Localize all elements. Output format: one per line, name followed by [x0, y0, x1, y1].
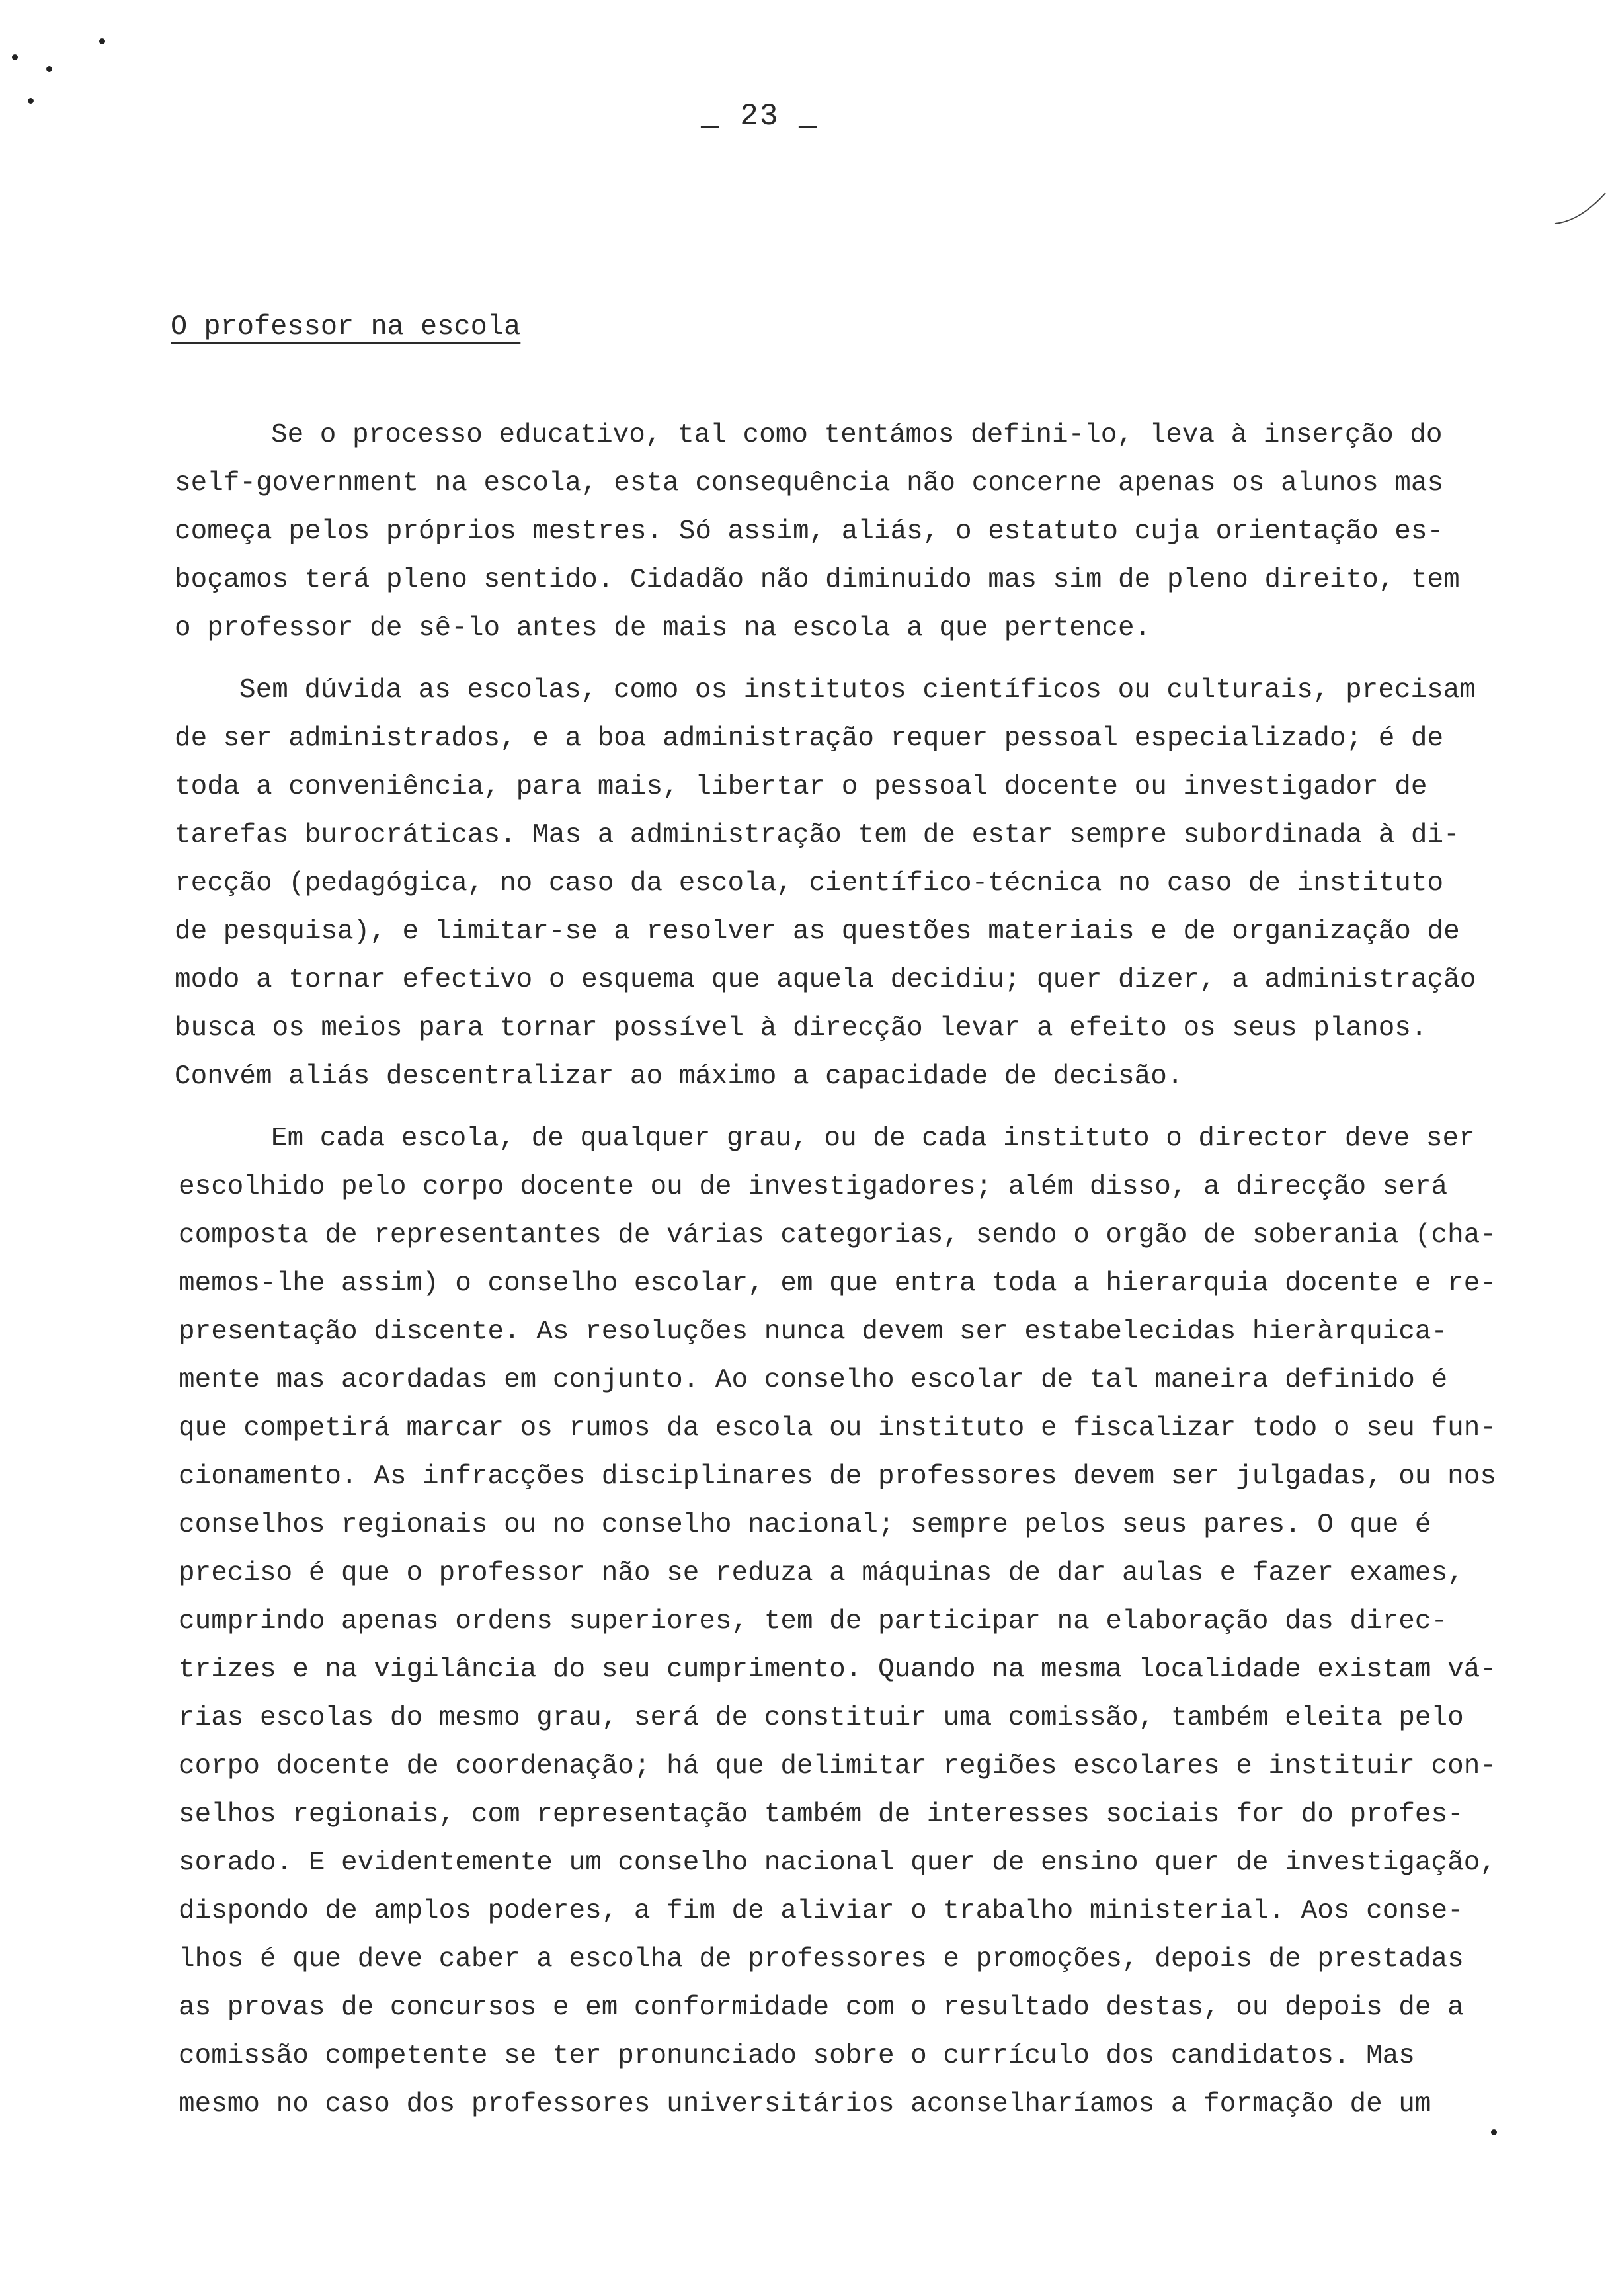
- text-line: sorado. E evidentemente um conselho nacional quer de ensino quer de investigação,: [179, 1848, 1496, 1878]
- text-line: trizes e na vigilância do seu cumprimento. Quando na mesma localidade existam vá-: [179, 1655, 1496, 1685]
- text-line: preciso é que o professor não se reduza a máquinas de dar aulas e fazer exames,: [179, 1558, 1464, 1588]
- text-line: boçamos terá pleno sentido. Cidadão não diminuido mas sim de pleno direito, tem: [175, 565, 1460, 595]
- text-line: selhos regionais, com representação também de interesses sociais for do profes-: [179, 1799, 1464, 1830]
- text-line: o professor de sê-lo antes de mais na escola a que pertence.: [175, 613, 1151, 643]
- ink-speck: [99, 38, 105, 44]
- text-line: de ser administrados, e a boa administração requer pessoal especializado; é de: [175, 723, 1444, 754]
- ink-speck: [28, 98, 34, 104]
- text-line: modo a tornar efectivo o esquema que aquela decidiu; quer dizer, a administração: [175, 965, 1476, 995]
- text-line: busca os meios para tornar possível à direcção levar a efeito os seus planos.: [175, 1013, 1427, 1044]
- text-line: de pesquisa), e limitar-se a resolver as questões materiais e de organização de: [175, 917, 1460, 947]
- text-line: Sem dúvida as escolas, como os institutos científicos ou culturais, precisam: [239, 675, 1476, 706]
- ink-speck: [12, 54, 18, 60]
- text-line: cionamento. As infracções disciplinares de professores devem ser julgadas, ou nos: [179, 1461, 1496, 1492]
- section-title: O professor na escola: [171, 311, 521, 343]
- ink-speck: [46, 66, 52, 72]
- text-line: que competirá marcar os rumos da escola ou instituto e fiscalizar todo o seu fun-: [179, 1413, 1496, 1444]
- text-line: começa pelos próprios mestres. Só assim, aliás, o estatuto cuja orientação es-: [175, 516, 1444, 547]
- text-line: mesmo no caso dos professores universitários aconselharíamos a formação de um: [179, 2089, 1431, 2119]
- text-line: recção (pedagógica, no caso da escola, científico-técnica no caso de instituto: [175, 868, 1444, 899]
- text-line: as provas de concursos e em conformidade com o resultado destas, ou depois de a: [179, 1992, 1464, 2023]
- text-line: comissão competente se ter pronunciado sobre o currículo dos candidatos. Mas: [179, 2041, 1415, 2071]
- text-line: lhos é que deve caber a escolha de professores e promoções, depois de prestadas: [179, 1944, 1464, 1975]
- text-line: rias escolas do mesmo grau, será de constituir uma comissão, também eleita pelo: [179, 1703, 1464, 1733]
- text-line: escolhido pelo corpo docente ou de investigadores; além disso, a direcção será: [179, 1172, 1448, 1202]
- text-line: memos-lhe assim) o conselho escolar, em que entra toda a hierarquia docente e re-: [179, 1268, 1496, 1299]
- text-line: Em cada escola, de qualquer grau, ou de cada instituto o director deve ser: [271, 1124, 1475, 1154]
- text-line: tarefas burocráticas. Mas a administração tem de estar sempre subordinada à di-: [175, 820, 1460, 850]
- text-line: cumprindo apenas ordens superiores, tem de participar na elaboração das direc-: [179, 1606, 1448, 1637]
- page-number: _ 23 _: [701, 99, 819, 134]
- pen-mark: [1554, 192, 1607, 225]
- text-line: Convém aliás descentralizar ao máximo a capacidade de decisão.: [175, 1061, 1184, 1092]
- text-line: mente mas acordadas em conjunto. Ao conselho escolar de tal maneira definido é: [179, 1365, 1448, 1395]
- text-line: Se o processo educativo, tal como tentámos defini-lo, leva à inserção do: [271, 420, 1443, 450]
- text-line: dispondo de amplos poderes, a fim de aliviar o trabalho ministerial. Aos conse-: [179, 1896, 1464, 1926]
- text-line: corpo docente de coordenação; há que delimitar regiões escolares e instituir con-: [179, 1751, 1496, 1782]
- text-line: conselhos regionais ou no conselho nacional; sempre pelos seus pares. O que é: [179, 1510, 1431, 1540]
- ink-speck: [1491, 2129, 1497, 2135]
- text-line: toda a conveniência, para mais, libertar o pessoal docente ou investigador de: [175, 772, 1427, 802]
- text-line: self-government na escola, esta consequência não concerne apenas os alunos mas: [175, 468, 1444, 499]
- text-line: composta de representantes de várias categorias, sendo o orgão de soberania (cha-: [179, 1220, 1496, 1250]
- text-line: presentação discente. As resoluções nunca devem ser estabelecidas hieràrquica-: [179, 1317, 1448, 1347]
